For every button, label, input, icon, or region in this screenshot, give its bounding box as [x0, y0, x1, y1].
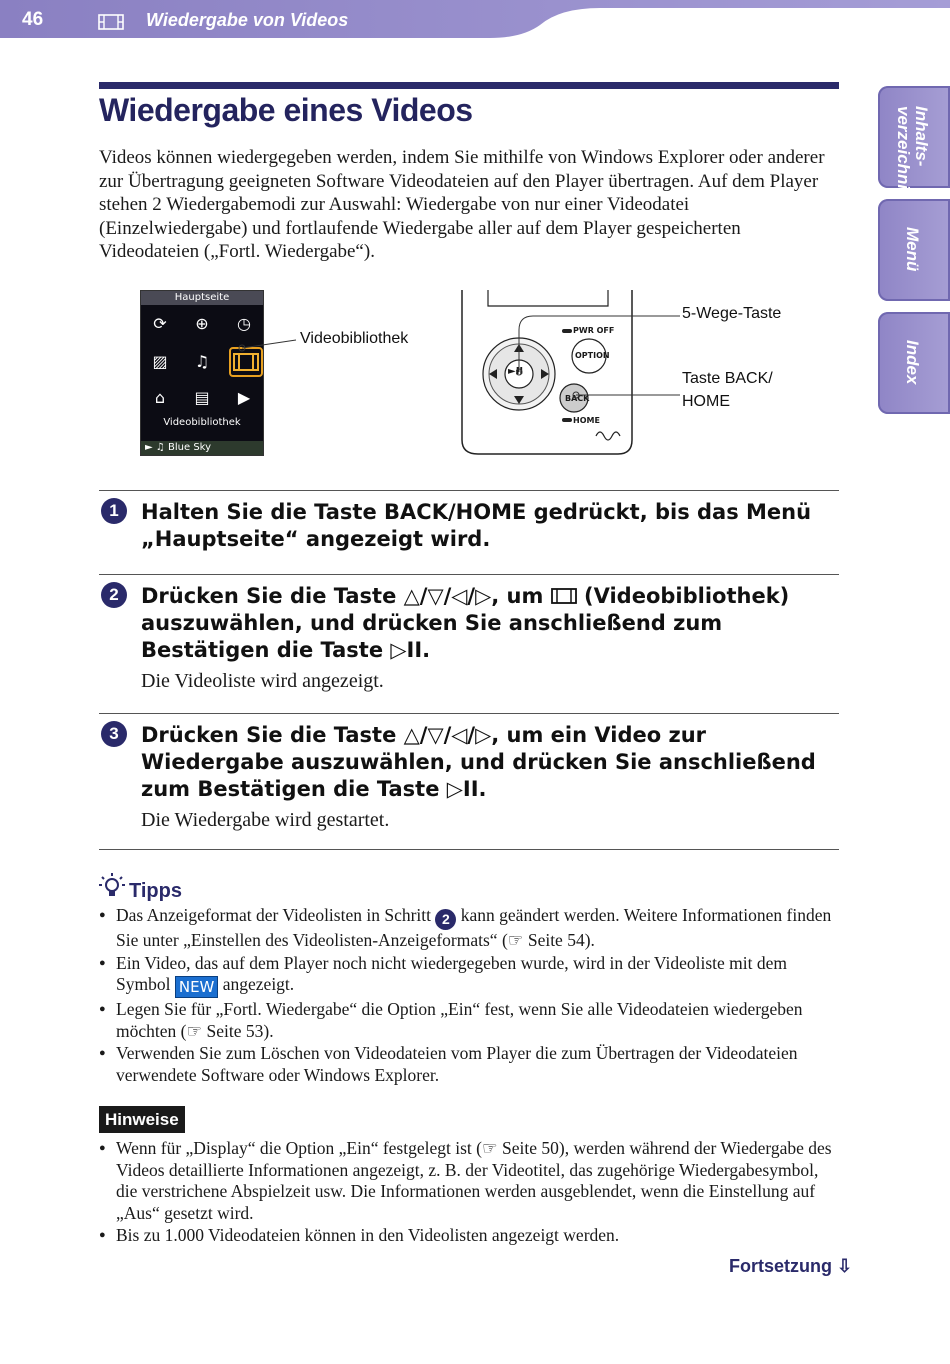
tab-index-label: Index: [903, 340, 922, 385]
step-result: Die Wiedergabe wird gestartet.: [141, 809, 390, 831]
tip-text: Ein Video, das auf dem Player noch nicht wiedergegeben wurde, wird in der Videoliste mit dem Symbol: [116, 952, 787, 994]
clock-icon: ◷: [237, 314, 251, 333]
arrow-down-icon: ⇩: [837, 1256, 853, 1276]
step-divider: [99, 574, 839, 575]
step-number: 1: [101, 498, 127, 524]
video-library-icon: [98, 13, 124, 31]
list-item: [99, 905, 839, 952]
tab-index[interactable]: [878, 312, 950, 414]
tab-menu-label: Menü: [903, 227, 922, 272]
list-item: ● Wenn für „Display“ die Option „Ein“ festgelegt ist (☞ Seite 50), werden während der Wiedergabe des Videos detaillierte Informationen angezeigt, z. B. der Videotitel, das zugehörige Wiedergabesymbol, die verstrichene Abspielzeit usw. Die Informationen werden ausgeblendet, wenn die Einstellung auf „Aus“ gesetzt wird.: [99, 1138, 839, 1224]
intro-paragraph: Videos können wiedergegeben werden, indem Sie mithilfe von Windows Explorer oder anderer zur Übertragung geeigneten Software Videodateien auf den Player übertragen. Auf dem Player stehen 2 Wiedergabemodi zur Auswahl: Wiedergabe von nur einer Videodatei (Einzelwiedergabe) und fortlaufende Wiedergabe aller auf dem Player gespeicherten Videodateien („Fortl. Wiedergabe“).: [99, 147, 825, 262]
step-number: 3: [101, 721, 127, 747]
tips-list: [99, 905, 839, 1087]
list-item: [99, 999, 839, 1042]
notes-heading: Hinweise: [99, 1106, 185, 1133]
callout-back-home-1: Taste BACK/: [682, 370, 773, 387]
callout-5way-key: 5-Wege-Taste: [682, 305, 782, 322]
continue-label: Fortsetzung: [729, 1256, 832, 1276]
tip-text: Verwenden Sie zum Löschen von Videodateien vom Player die zum Übertragen der Videodateien verwendete Software oder Windows Explorer.: [116, 1043, 798, 1085]
new-badge-icon: NEW: [175, 976, 219, 998]
option-button-label: OPTION: [575, 351, 610, 360]
header-title: Wiedergabe von Videos: [146, 10, 349, 30]
step-number: 2: [101, 582, 127, 608]
step-reference-badge: 2: [435, 909, 456, 930]
step-instruction: Halten Sie die Taste BACK/HOME gedrückt, bis das Menü „Hauptseite“ angezeigt wird.: [141, 500, 812, 551]
callout-line-video: [236, 330, 300, 360]
step-instruction-part: Drücken Sie die Taste △/▽/◁/▷, um: [141, 584, 551, 608]
video-library-icon: [551, 587, 577, 605]
callout-lines-device: [516, 310, 686, 410]
continue-link[interactable]: [729, 1256, 852, 1277]
pwr-off-label: PWR OFF: [573, 326, 615, 335]
screen-caption: Videobibliothek: [163, 417, 241, 428]
playback-icon: ▶: [237, 388, 251, 407]
player-screen-illustration: [140, 290, 264, 456]
tip-text: kann geändert werden. Weitere Informationen finden Sie unter „Einstellen des Videolisten-Anzeigeformats“ (☞ Seite 54).: [116, 905, 832, 950]
tools-icon: ⌂: [154, 388, 166, 407]
tab-toc-label: Inhalts- verzeichnis: [894, 106, 931, 199]
page-number: 46: [22, 9, 44, 30]
step-instruction-part: (Videobibliothek) auszuwählen, und drücken Sie anschließend zum Bestätigen die Taste ▷II.: [141, 584, 790, 662]
tab-menu[interactable]: [878, 199, 950, 301]
photo-icon: ▨: [152, 352, 168, 371]
step-result: Die Videoliste wird angezeigt.: [141, 670, 384, 692]
music-icon: ♫: [194, 352, 210, 371]
callout-back-home-2: HOME: [682, 393, 730, 410]
header-band: [0, 0, 950, 40]
document-icon: ▤: [194, 388, 210, 407]
home-label: HOME: [573, 416, 600, 425]
play-pause-glyph: ►II: [508, 366, 524, 377]
notes-list: [99, 1138, 839, 1248]
list-item: ● Bis zu 1.000 Videodateien können in den Videolisten angezeigt werden.: [99, 1225, 839, 1247]
search-icon: ⊕: [195, 314, 209, 333]
lightbulb-icon: [99, 872, 127, 900]
tip-text: angezeigt.: [218, 974, 295, 994]
step-instruction: [141, 583, 841, 664]
page-title: Wiedergabe eines Videos: [99, 92, 473, 128]
step-divider: [99, 849, 839, 850]
list-item: [99, 1043, 839, 1086]
tab-table-of-contents[interactable]: [878, 86, 950, 199]
step-divider: [99, 713, 839, 714]
callout-video-library: Videobibliothek: [300, 330, 409, 347]
title-rule: [99, 82, 839, 89]
screen-status-bar: ► ♫ Blue Sky: [141, 441, 263, 455]
back-button-label: BACK: [565, 394, 590, 403]
tip-text: Das Anzeigeformat der Videolisten in Schritt: [116, 905, 436, 925]
step-divider: [99, 490, 839, 491]
screen-header: Hauptseite: [141, 291, 263, 305]
step-instruction: Drücken Sie die Taste △/▽/◁/▷, um ein Video zur Wiedergabe auszuwählen, und drücken Sie anschließend zum Bestätigen die Taste ▷II.: [141, 723, 816, 801]
tip-text: Legen Sie für „Fortl. Wiedergabe“ die Option „Ein“ fest, wenn Sie alle Videodateien wiedergeben möchten (☞ Seite 53).: [116, 999, 803, 1041]
list-item: [99, 953, 839, 999]
shuffle-icon: ⟳: [153, 314, 167, 333]
tips-heading: Tipps: [129, 880, 182, 902]
